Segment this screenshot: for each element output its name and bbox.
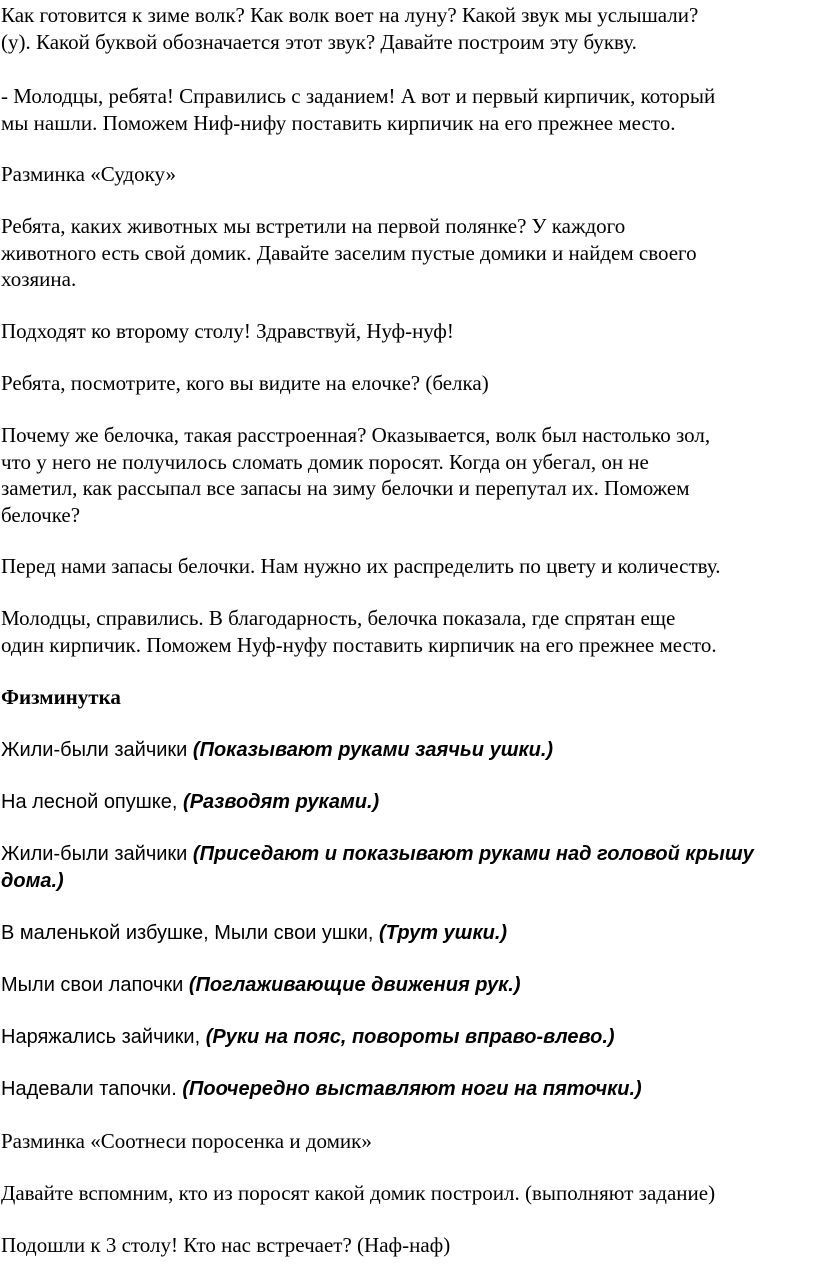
paragraph-remember-pigs: Давайте вспомним, кто из поросят какой домик построил. (выполняют задание) xyxy=(1,1181,716,1205)
verse-text: Жили-были зайчики xyxy=(1,739,193,761)
paragraph-wolf-questions: Как готовится к зиме волк? Как волк воет на луну? Какой звук мы услышали? (у). Какой буквой обозначается этот звук? Давайте построим эту букву. xyxy=(1,3,699,54)
verse-text: Наряжались зайчики, xyxy=(1,1026,206,1048)
paragraph-animals: Ребята, каких животных мы встретили на первой полянке? У каждого животного есть свой домик. Давайте заселим пустые домики и найдем своего хозяина. xyxy=(1,214,697,291)
paragraph-second-brick: Молодцы, справились. В благодарность, белочка показала, где спрятан еще один кирпичик. Поможем Нуф-нуфу поставить кирпичик на его прежнее место. xyxy=(1,606,717,657)
verse-action: (Разводят руками.) xyxy=(183,791,380,813)
verse-action: (Поглаживающие движения рук.) xyxy=(188,974,521,996)
verse-line-6 xyxy=(1,1024,813,1051)
verse-text: На лесной опушке, xyxy=(1,791,184,813)
paragraph-third-table: Подошли к 3 столу! Кто нас встречает? (Наф-наф) xyxy=(1,1233,451,1257)
paragraph-sudoku-title: Разминка «Судоку» xyxy=(1,162,176,186)
verse-action: (Трут ушки.) xyxy=(379,922,508,944)
verse-line-4 xyxy=(1,920,813,947)
verse-line-7 xyxy=(1,1076,813,1103)
verse-line-5 xyxy=(1,972,813,999)
verse-text: В маленькой избушке, Мыли свои ушки, xyxy=(1,922,380,944)
paragraph-squirrel-supplies: Перед нами запасы белочки. Нам нужно их распределить по цвету и количеству. xyxy=(1,554,721,578)
verse-text: Мыли свои лапочки xyxy=(1,974,189,996)
heading-fizminutka: Физминутка xyxy=(1,685,121,709)
verse-action: (Поочередно выставляют ноги на пяточки.) xyxy=(182,1078,642,1100)
verse-line-1 xyxy=(1,737,813,764)
paragraph-pig-house-title: Разминка «Соотнеси поросенка и домик» xyxy=(1,1129,372,1153)
verse-line-3 xyxy=(1,841,813,894)
verse-text: Жили-были зайчики xyxy=(1,843,193,865)
verse-line-2 xyxy=(1,789,813,816)
verse-text: Надевали тапочки. xyxy=(1,1078,183,1100)
verse-action: (Руки на пояс, повороты вправо-влево.) xyxy=(205,1026,615,1048)
verse-action: (Показывают руками заячьи ушки.) xyxy=(192,739,554,761)
paragraph-squirrel-question: Ребята, посмотрите, кого вы видите на елочке? (белка) xyxy=(1,371,489,395)
paragraph-squirrel-story: Почему же белочка, такая расстроенная? Оказывается, волк был настолько зол, что у него не получилось сломать домик поросят. Когда он убегал, он не заметил, как рассыпал все запасы на зиму белочки и перепутал их. Поможем белочке? xyxy=(1,423,711,527)
verse-action: (Приседают и показывают руками над головой крышу дома.) xyxy=(1,843,754,892)
paragraph-second-table: Подходят ко второму столу! Здравствуй, Нуф-нуф! xyxy=(1,319,454,343)
paragraph-first-brick: - Молодцы, ребята! Справились с заданием! А вот и первый кирпичик, который мы нашли. Поможем Ниф-нифу поставить кирпичик на его прежнее место. xyxy=(1,84,716,135)
